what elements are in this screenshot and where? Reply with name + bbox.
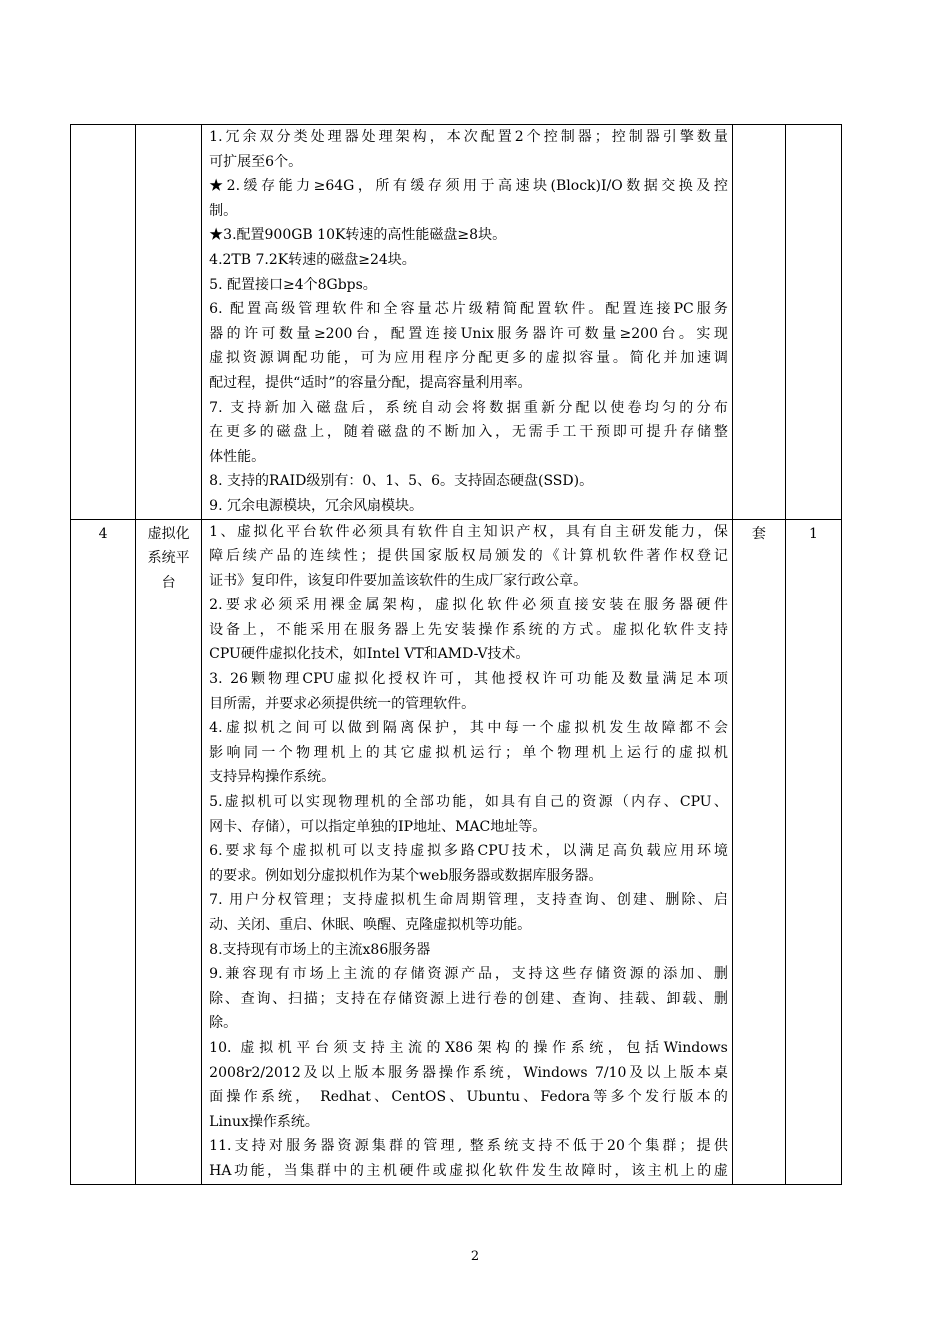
- spec-line: 在更多的磁盘上，随着磁盘的不断加入，无需手工干预即可提升存储整: [209, 424, 728, 441]
- spec-line: Linux操作系统。: [209, 1113, 319, 1130]
- spec-line: 网卡、存储），可以指定单独的IP地址、MAC地址等。: [209, 818, 547, 835]
- quantity-cell: 1: [785, 519, 841, 1184]
- spec-line: 1.冗余双分类处理器处理架构，本次配置2个控制器；控制器引擎数量: [209, 129, 728, 145]
- spec-line: 5.虚拟机可以实现物理机的全部功能，如具有自己的资源（内存、CPU、: [209, 794, 728, 811]
- spec-line: 2008r2/2012及以上版本服务器操作系统，Windows 7/10及以上版本桌: [209, 1064, 728, 1081]
- spec-line: 面操作系统， Redhat、CentOS、Ubuntu、Fedora等多个发行版本的: [209, 1089, 728, 1106]
- spec-line: 4.2TB 7.2K转速的磁盘≥24块。: [209, 251, 416, 268]
- spec-line: 8.支持现有市场上的主流x86服务器: [209, 941, 431, 958]
- spec-line: 支持异构操作系统。: [209, 769, 336, 786]
- spec-line: 7. 支持新加入磁盘后，系统自动会将数据重新分配以使卷均匀的分布: [209, 399, 728, 416]
- spec-line: 5. 配置接口≥4个8Gbps。: [209, 276, 377, 293]
- spec-line: 动、关闭、重启、休眠、唤醒、克隆虚拟机等功能。: [209, 917, 532, 933]
- spec-line: 制。: [209, 202, 238, 219]
- unit-cell: 套: [732, 519, 785, 1184]
- item-name: [136, 125, 202, 520]
- spec-line: 6. 配置高级管理软件和全容量芯片级精简配置软件。配置连接PC服务: [209, 301, 728, 318]
- spec-line: 2.要求必须采用裸金属架构，虚拟化软件必须直接安装在服务器硬件: [209, 597, 728, 614]
- spec-line: 6.要求每个虚拟机可以支持虚拟多路CPU技术，以满足高负载应用环境: [209, 843, 728, 860]
- spec-line: 可扩展至6个。: [209, 153, 303, 170]
- spec-line: 9. 冗余电源模块，冗余风扇模块。: [209, 497, 423, 514]
- page-number: 2: [470, 1249, 480, 1264]
- row-index: [71, 125, 136, 520]
- spec-line: ★3.配置900GB 10K转速的高性能磁盘≥8块。: [209, 227, 507, 244]
- spec-line: 9.兼容现有市场上主流的存储资源产品，支持这些存储资源的添加、删: [209, 966, 728, 983]
- spec-line: CPU硬件虚拟化技术，如Intel VT和AMD-V技术。: [209, 646, 530, 663]
- spec-line: 1、虚拟化平台软件必须具有软件自主知识产权，具有自主研发能力，保: [209, 523, 728, 540]
- spec-line: 除。: [209, 1015, 238, 1032]
- unit-cell: [732, 125, 785, 520]
- table-row: [71, 125, 842, 520]
- spec-line: 配过程，提供“适时”的容量分配，提高容量利用率。: [209, 374, 532, 391]
- spec-line: 4.虚拟机之间可以做到隔离保护，其中每一个虚拟机发生故障都不会: [209, 720, 728, 737]
- spec-line: 3. 26颗物理CPU虚拟化授权许可，其他授权许可功能及数量满足本项: [209, 671, 728, 688]
- spec-line: 11.支持对服务器资源集群的管理, 整系统支持不低于20个集群；提供: [209, 1138, 728, 1155]
- spec-line: 虚拟资源调配功能，可为应用程序分配更多的虚拟容量。简化并加速调: [209, 350, 728, 367]
- spec-line: 除、查询、扫描；支持在存储资源上进行卷的创建、查询、挂载、卸载、删: [209, 990, 728, 1007]
- spec-line: HA功能，当集群中的主机硬件或虚拟化软件发生故障时，该主机上的虚: [209, 1162, 728, 1179]
- table-row: [71, 519, 842, 1184]
- spec-line: 器的许可数量≥200台，配置连接Unix服务器许可数量≥200台。实现: [209, 325, 728, 342]
- spec-description: [202, 125, 733, 520]
- spec-line: 设备上，不能采用在服务器上先安装操作系统的方式。虚拟化软件支持: [209, 621, 728, 638]
- spec-line: 8. 支持的RAID级别有：0、1、5、6。支持固态硬盘(SSD)。: [209, 473, 594, 490]
- spec-line: 的要求。例如划分虚拟机作为某个web服务器或数据库服务器。: [209, 867, 603, 884]
- spec-line: 体性能。: [209, 448, 266, 465]
- spec-line: ★2.缓存能力≥64G，所有缓存须用于高速块(Block)I/O数据交换及控: [209, 178, 728, 195]
- spec-line: 证书》复印件，该复印件要加盖该软件的生成厂家行政公章。: [209, 572, 588, 589]
- row-index: 4: [71, 519, 136, 1184]
- spec-description: [202, 519, 733, 1184]
- spec-line: 障后续产品的连续性；提供国家版权局颁发的《计算机软件著作权登记: [209, 548, 728, 565]
- quantity-cell: [785, 125, 841, 520]
- spec-line: 影响同一个物理机上的其它虚拟机运行；单个物理机上运行的虚拟机: [209, 744, 728, 761]
- spec-line: 7. 用户分权管理；支持虚拟机生命周期管理，支持查询、创建、删除、启: [209, 892, 728, 909]
- item-name: 虚拟化系统平台: [136, 519, 202, 1184]
- spec-line: 10. 虚拟机平台须支持主流的X86架构的操作系统，包括Windows: [209, 1039, 728, 1056]
- spec-line: 目所需，并要求必须提供统一的管理软件。: [209, 695, 476, 712]
- spec-table: [70, 124, 842, 1185]
